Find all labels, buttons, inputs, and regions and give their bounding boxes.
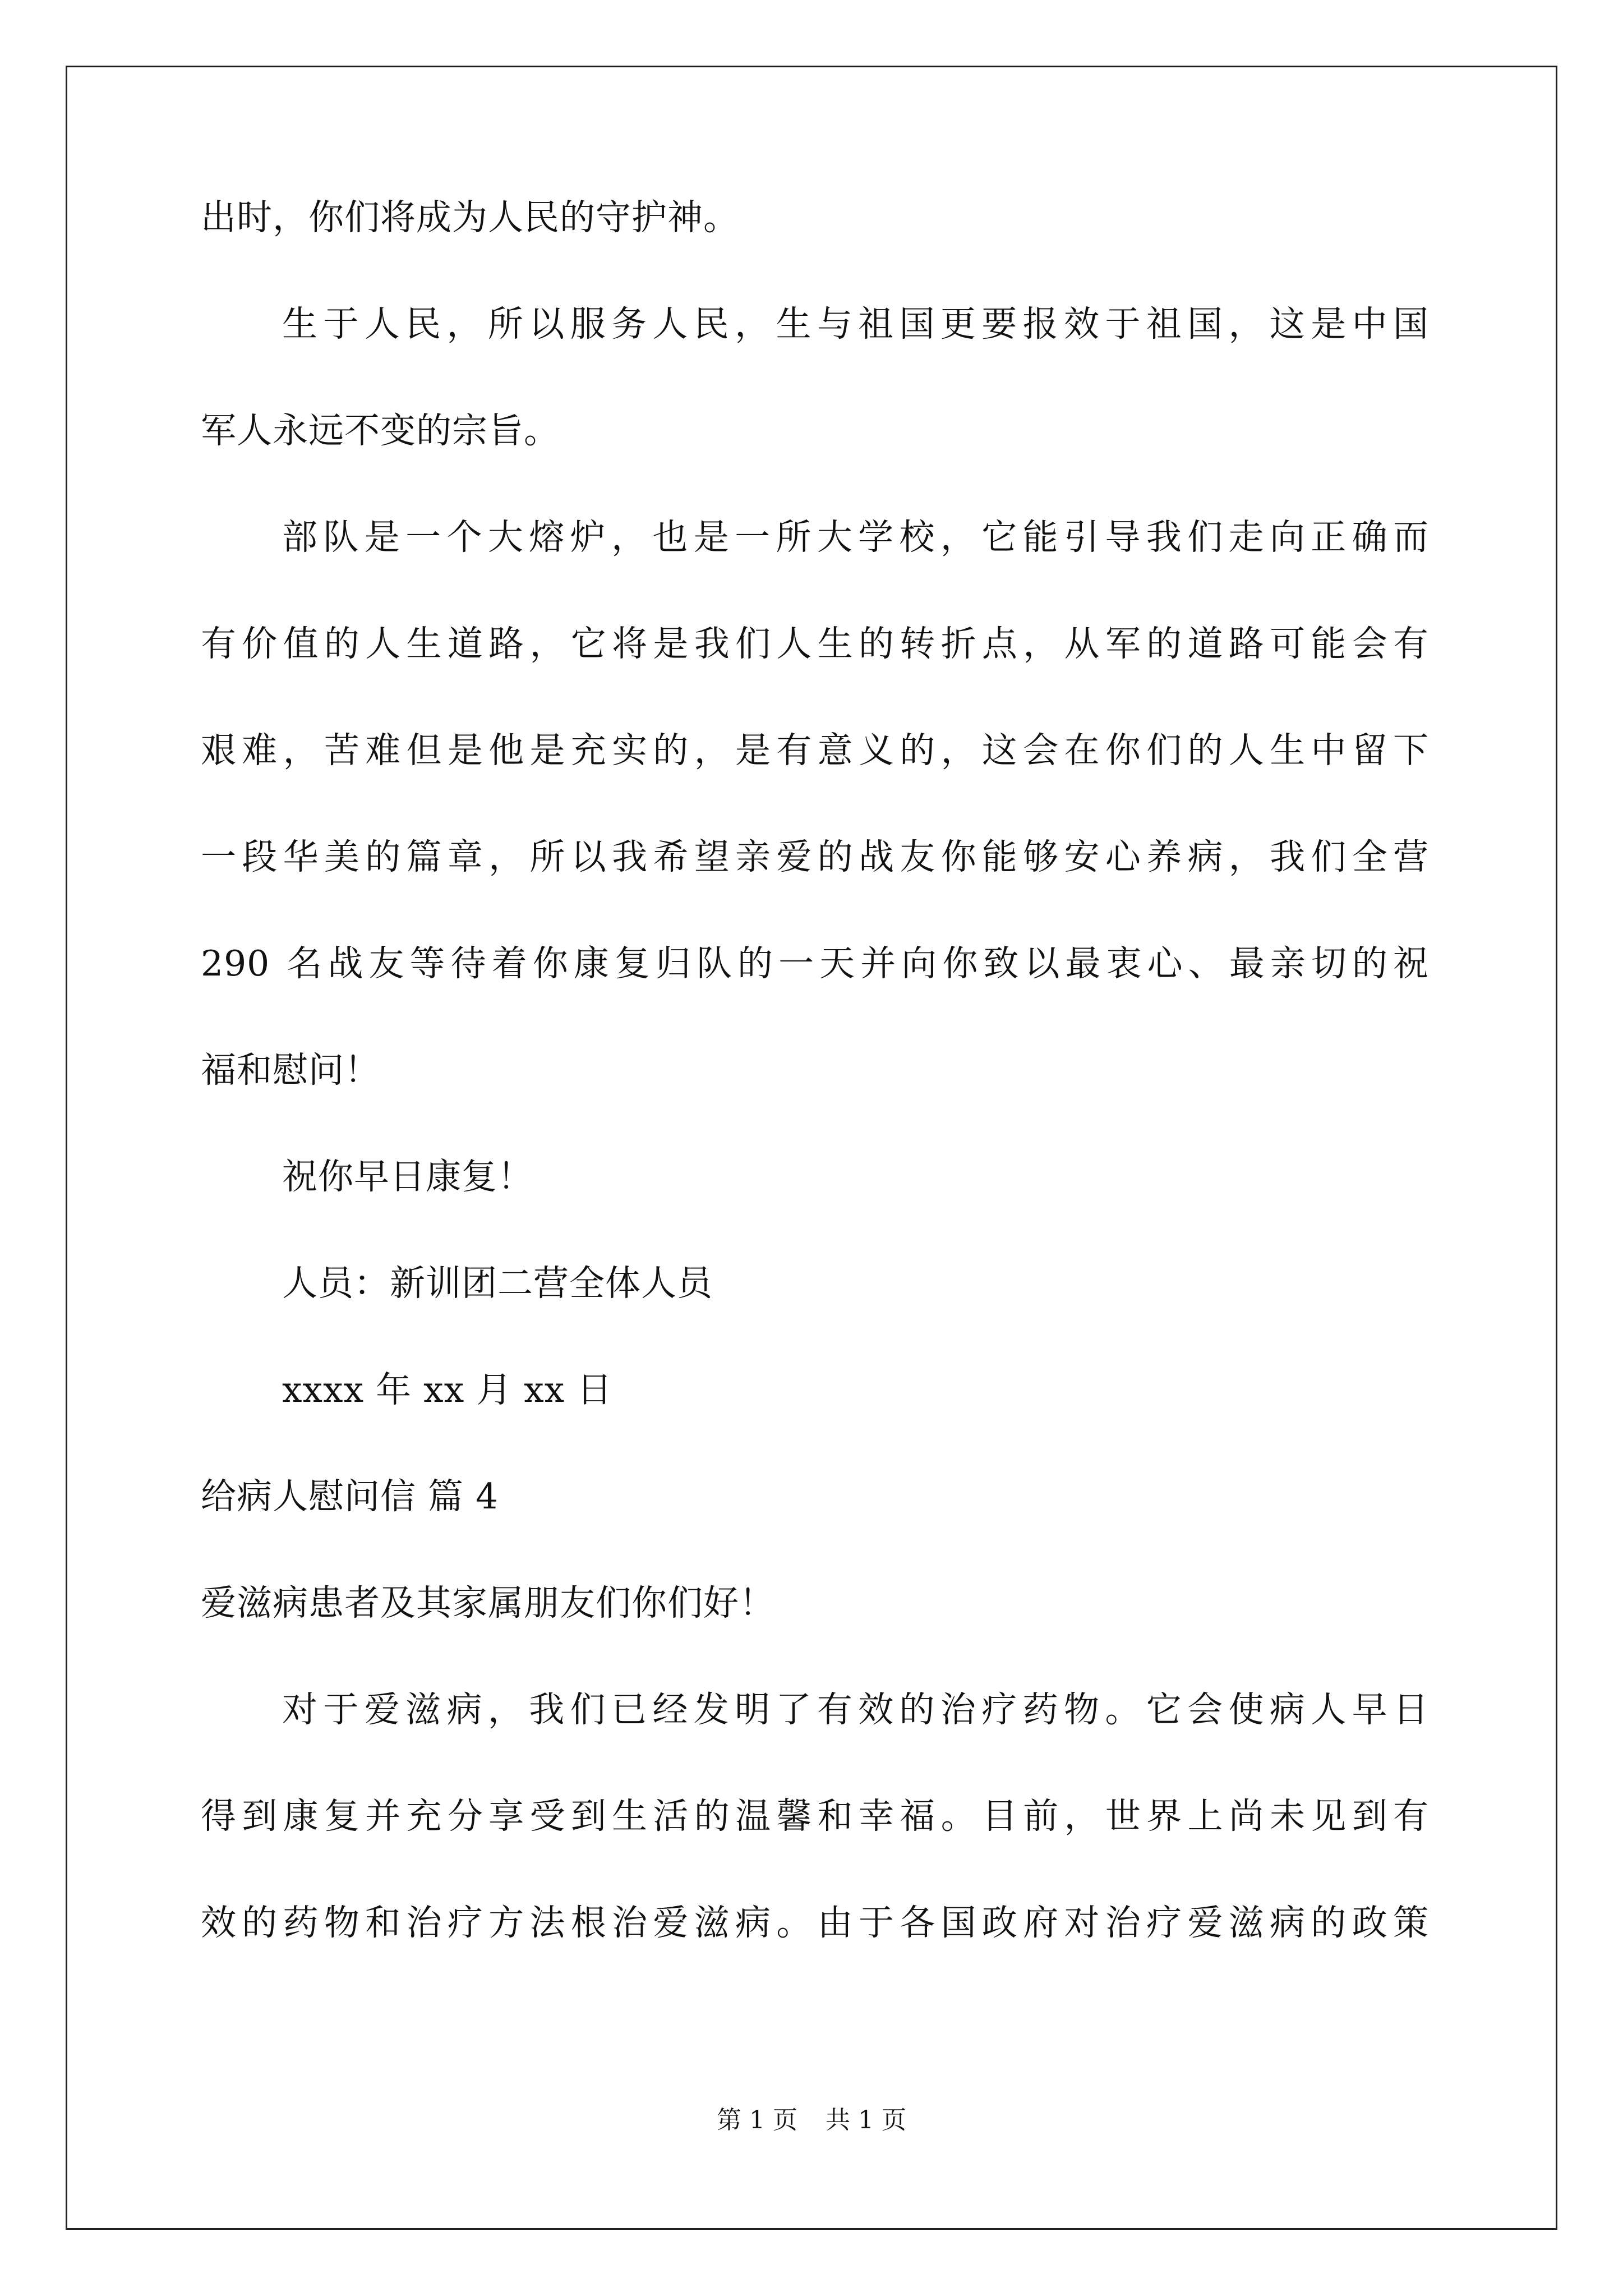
paragraph-line: 得到康复并充分享受到生活的温馨和幸福。目前，世界上尚未见到有 — [201, 1796, 1429, 1837]
paragraph-line: 效的药物和治疗方法根治爱滋病。由于各国政府对治疗爱滋病的政策 — [201, 1902, 1429, 1943]
document-body — [201, 191, 1429, 2003]
page-number-total: 共 1 页 — [826, 2106, 906, 2134]
page-number-current: 第 1 页 — [717, 2106, 797, 2134]
paragraph-line: 对于爱滋病，我们已经发明了有效的治疗药物。它会使病人早日 — [282, 1689, 1429, 1730]
closing-wish: 祝你早日康复！ — [282, 1156, 533, 1197]
paragraph-line: 有价值的人生道路，它将是我们人生的转折点，从军的道路可能会有 — [201, 623, 1429, 664]
paragraph-line: 一段华美的篇章，所以我希望亲爱的战友你能够安心养病，我们全营 — [201, 836, 1429, 877]
paragraph-line: 军人永远不变的宗旨。 — [201, 410, 560, 451]
paragraph-line: 生于人民，所以服务人民，生与祖国更要报效于祖国，这是中国 — [282, 303, 1429, 344]
paragraph-line: 出时，你们将成为人民的守护神。 — [201, 197, 739, 238]
paragraph-line: 艰难，苦难但是他是充实的，是有意义的，这会在你们的人生中留下 — [201, 730, 1429, 771]
paragraph-line: 福和慰问！ — [201, 1050, 380, 1091]
paragraph-line: 290 名战友等待着你康复归队的一天并向你致以最衷心、最亲切的祝 — [201, 943, 1429, 984]
salutation: 爱滋病患者及其家属朋友们你们好！ — [201, 1582, 775, 1623]
signature-line: 人员：新训团二营全体人员 — [282, 1263, 713, 1304]
page-footer — [0, 2104, 1623, 2137]
section-heading: 给病人慰问信 篇 4 — [201, 1476, 499, 1517]
date-line: xxxx 年 xx 月 xx 日 — [282, 1369, 613, 1410]
paragraph-line: 部队是一个大熔炉，也是一所大学校，它能引导我们走向正确而 — [282, 517, 1429, 558]
